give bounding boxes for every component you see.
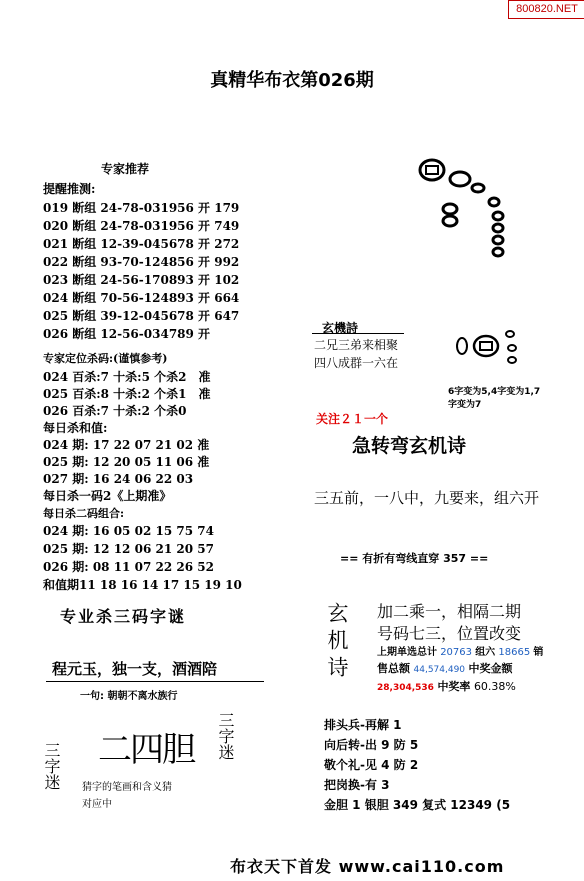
guanzhu-line: 关注２１一个 (316, 412, 389, 426)
youzhe-line: == 有折有弯线直穿 357 == (340, 552, 489, 565)
tips-section (324, 715, 564, 815)
two-title: 每日杀二码组合: (43, 507, 125, 520)
tip-line: 敬个礼-见 4 防 2 (324, 758, 419, 772)
stats-label: 销 (533, 647, 544, 658)
sanzimi-right: 三字迷 (216, 712, 235, 760)
stats-label: 售总额 (377, 662, 410, 675)
stats-label: 中奖金额 (468, 662, 513, 675)
erbidan: 二四胆 (98, 730, 194, 770)
xuanji-poem-line: 二兄三弟来相聚 (314, 338, 399, 352)
he-row: 027 期: 16 24 06 22 03 (43, 472, 194, 486)
yiju-line: 一句: 朝朝不离水族行 (80, 691, 178, 702)
he-row: 025 期: 12 20 05 11 06 准 (43, 455, 210, 469)
glyph-icon (452, 326, 532, 376)
stats-value: 18665 (498, 647, 531, 658)
chengyuan-line: 程元玉，独一支，酒酒陪 (52, 660, 218, 678)
page-title: 真精华布衣第026期 (210, 70, 374, 91)
sha-section (43, 352, 253, 594)
jizhuan-heading: 急转弯玄机诗 (352, 436, 467, 457)
duan-row: 024 断组 70-56-124893 开 664 (43, 291, 240, 305)
sanwu-line: 三五前，一八中，九要来，组六开 (314, 489, 540, 507)
two-row: 025 期: 12 12 06 21 20 57 (43, 542, 214, 556)
tip-line: 排头兵-再解 1 (324, 718, 402, 732)
duan-row: 020 断组 24-78-031956 开 749 (43, 219, 240, 233)
duan-row: 021 断组 12-39-045678 开 272 (43, 237, 240, 251)
duan-row: 019 断组 24-78-031956 开 179 (43, 201, 240, 215)
stats-value: 20763 (440, 647, 472, 658)
zhuanye-heading: 专业杀三码字谜 (60, 607, 187, 626)
duan-row: 022 断组 93-70-124856 开 992 (43, 255, 240, 269)
cai-note2: 对应中 (82, 799, 112, 810)
stats-value: 28,304,536 (377, 683, 434, 693)
duan-row: 023 断组 24-56-170893 开 102 (43, 273, 240, 287)
two-row: 024 期: 16 05 02 15 75 74 (43, 524, 214, 538)
stats-line1 (377, 643, 543, 658)
xuanji-poem-title: 玄機詩 (322, 321, 359, 335)
duan-title: 提醒推测: (43, 182, 96, 196)
glyph-note: 6字变为5,4字变为1,7字变为7 (448, 387, 541, 410)
divider (312, 333, 404, 334)
footer-text: 布衣天下首发 www.cai110.com (230, 857, 505, 876)
glyph-drawing-2 (452, 326, 532, 376)
stats-line2 (377, 660, 513, 676)
stats-label: 组六 (475, 647, 496, 658)
two-row: 026 期: 08 11 07 22 26 52 (43, 560, 214, 574)
he-row: 024 期: 17 22 07 21 02 准 (43, 438, 210, 452)
duan-row: 026 断组 12-56-034789 开 (43, 327, 211, 341)
sha-title: 专家定位杀码:(谨慎参考) (43, 352, 168, 365)
he-title: 每日杀和值: (43, 421, 108, 435)
sha-row: 024 百杀:7 十杀:5 个杀2 准 (43, 370, 211, 384)
stats-value: 60.38% (473, 680, 516, 693)
duan-row: 025 断组 39-12-045678 开 647 (43, 309, 240, 323)
sha-row: 026 百杀:7 十杀:2 个杀0 (43, 404, 187, 418)
poem2-line: 加二乘一，相隔二期 (377, 602, 522, 621)
expert-heading: 专家推荐 (101, 162, 150, 176)
poem2-line: 号码七三，位置改变 (377, 624, 522, 643)
tip-line: 把岗换-有 3 (324, 778, 390, 792)
cai-note: 猜字的笔画和含义猜 (82, 782, 172, 793)
tip-line: 金胆 1 银胆 349 复式 12349 (5 (324, 798, 511, 812)
site-watermark: 800820.NET (508, 0, 584, 19)
sanzimi-left: 三字迷 (42, 742, 61, 790)
xuanji-vertical: 玄机诗 (325, 602, 349, 683)
stats-value: 44,574,490 (413, 665, 466, 675)
he-last: 和值期11 18 16 14 17 15 19 10 (43, 578, 242, 592)
glyph-drawing (412, 156, 522, 266)
stats-label: 上期单选总计 (377, 647, 437, 658)
glyph-icon (412, 156, 522, 266)
sha-row: 025 百杀:8 十杀:2 个杀1 准 (43, 387, 211, 401)
expert-section (43, 160, 243, 343)
stats-line3 (377, 678, 516, 694)
divider (46, 681, 264, 682)
xuanji-poem-line: 四八成群一六在 (314, 356, 399, 370)
one-title: 每日杀一码2《上期准》 (43, 489, 172, 503)
footer (0, 852, 584, 881)
stats-label: 中奖率 (437, 680, 471, 693)
tip-line: 向后转-出 9 防 5 (324, 738, 419, 752)
